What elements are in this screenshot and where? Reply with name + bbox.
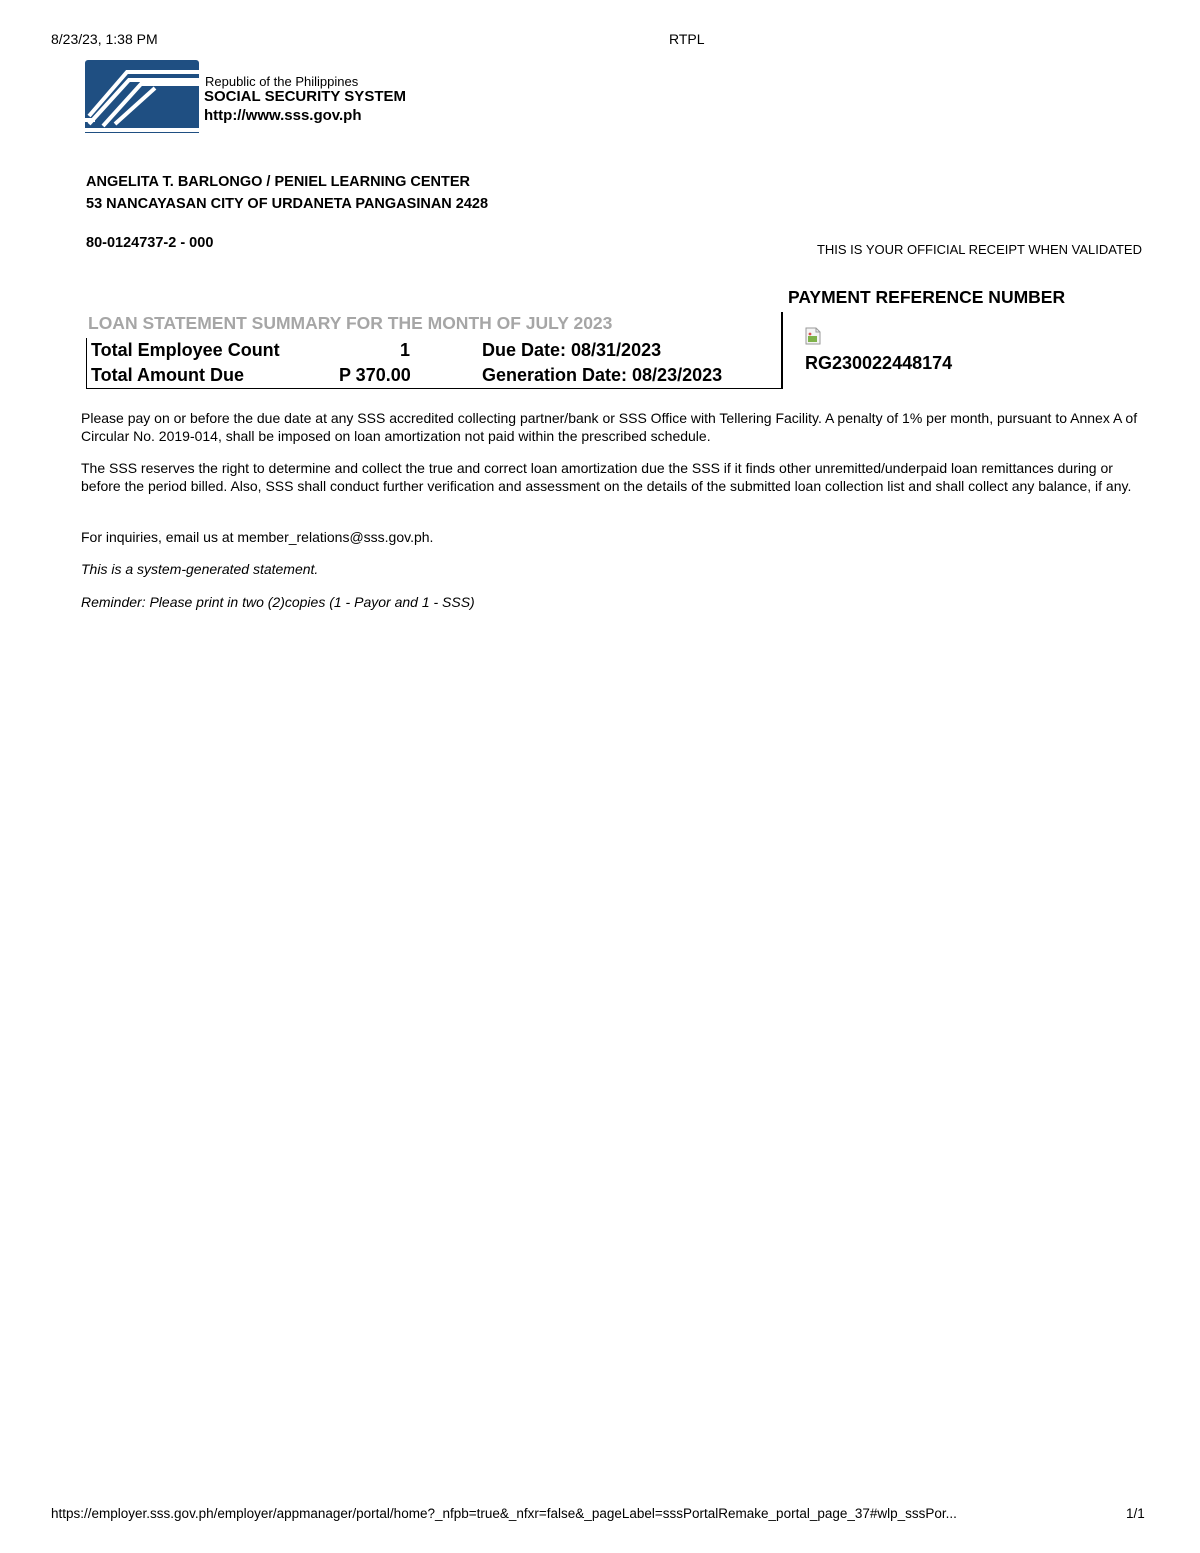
summary-due-date: Due Date: 08/31/2023 [482,340,662,360]
print-footer-url: https://employer.sss.gov.ph/employer/appmanager/portal/home?_nfpb=true&_nfxr=false&_pageLabel=sssPortalRemake_portal_page_37#wlp_sssPor... [51,1506,957,1521]
sss-logo-icon [85,60,199,136]
republic-label: Republic of the Philippines [205,74,359,89]
employer-name: ANGELITA T. BARLONGO / PENIEL LEARNING CENTER [86,174,470,190]
summary-row-value: 1 [400,340,411,360]
payment-instructions: Please pay on or before the due date at any SSS accredited collecting partner/bank or SSS Office with Tellering Facility. A penalty of 1% per month, pursuant to Annex A of Circular No. 2019-014, shall be imposed on loan amortization not paid within the prescribed schedule. [81,410,1138,444]
employer-address: 53 NANCAYASAN CITY OF URDANETA PANGASINAN 2428 [86,196,489,212]
org-url: http://www.sss.gov.ph [204,107,362,124]
print-reminder: Reminder: Please print in two (2)copies (1 - Payor and 1 - SSS) [81,594,475,610]
system-generated-note: This is a system-generated statement. [81,561,319,577]
summary-row-label: Total Amount Due [91,365,244,385]
org-name: SOCIAL SECURITY SYSTEM [204,88,406,105]
payment-reference-number: RG230022448174 [805,353,953,373]
inquiries-note: For inquiries, email us at member_relations@sss.gov.ph. [81,529,434,545]
employer-number: 80-0124737-2 - 000 [86,235,214,251]
summary-row-label: Total Employee Count [91,340,280,360]
payment-reference-title: PAYMENT REFERENCE NUMBER [788,287,1066,307]
print-title: RTPL [669,31,705,47]
official-receipt-note: THIS IS YOUR OFFICIAL RECEIPT WHEN VALIDATED [816,242,1142,257]
summary-title: LOAN STATEMENT SUMMARY FOR THE MONTH OF JULY 2023 [88,313,613,333]
summary-table [86,338,783,389]
summary-generation-date: Generation Date: 08/23/2023 [482,365,723,385]
broken-image-icon [805,327,821,345]
sss-rights-notice: The SSS reserves the right to determine and collect the true and correct loan amortization due the SSS if it finds other unremitted/underpaid loan remittances during or before the period billed. Also, SSS shall conduct further verification and assessment on the details of the submitted loan collection list and shall collect any balance, if any. [81,460,1132,494]
print-page-number: 1/1 [1126,1506,1145,1521]
print-datetime: 8/23/23, 1:38 PM [51,31,158,47]
summary-row-value: P 370.00 [339,365,411,385]
